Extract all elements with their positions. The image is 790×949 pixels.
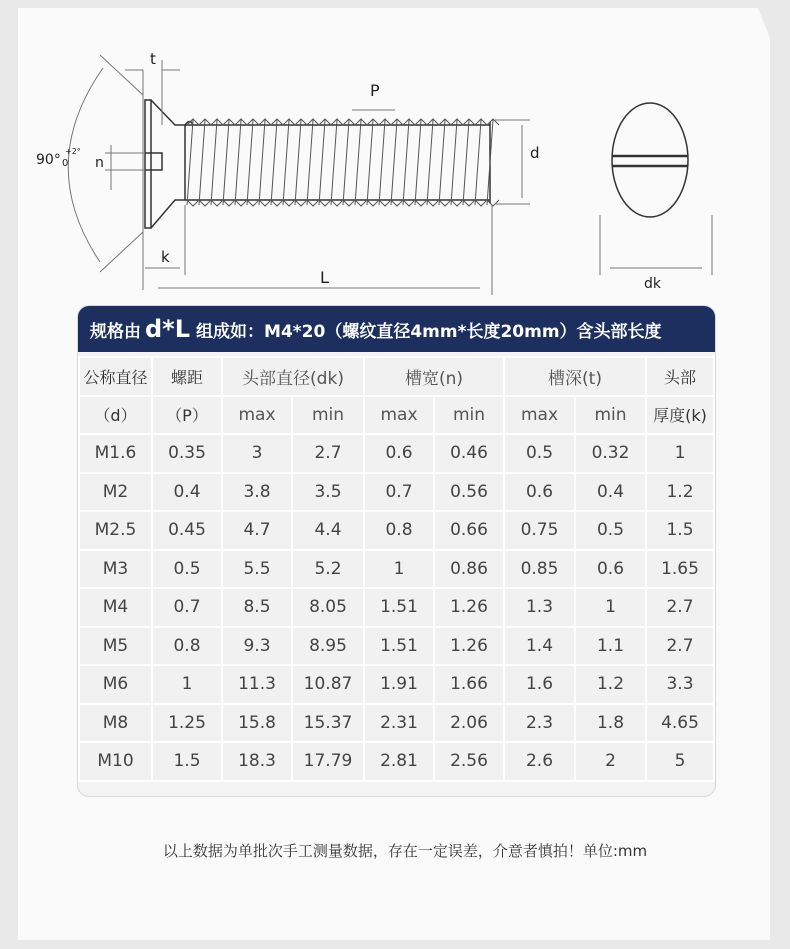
thread-line <box>247 120 253 205</box>
table-cell: 0.7 <box>364 473 434 512</box>
table-cell: M6 <box>79 665 152 704</box>
header-row-1 <box>79 357 714 396</box>
header-head-height: 头部 <box>646 357 714 396</box>
table-cell: 0.85 <box>504 550 575 589</box>
thread-line <box>235 120 241 205</box>
table-row <box>79 665 714 704</box>
table-cell: 15.37 <box>292 704 364 743</box>
thread-line <box>475 120 481 205</box>
table-cell: 1.1 <box>575 627 646 666</box>
table-row <box>79 434 714 473</box>
table-cell: 0.4 <box>575 473 646 512</box>
table-cell: 0.45 <box>152 511 222 550</box>
table-cell: 1.5 <box>152 742 222 781</box>
table-cell: 1.25 <box>152 704 222 743</box>
label-angle-tol: +2° <box>65 147 81 156</box>
table-cell: 3.5 <box>292 473 364 512</box>
table-cell: 8.5 <box>222 588 292 627</box>
header-nominal: 公称直径 <box>79 357 152 396</box>
header-pitch-sym: （P） <box>152 396 222 435</box>
table-cell: 0.6 <box>504 473 575 512</box>
table-cell: 2 <box>575 742 646 781</box>
table-cell: 1.2 <box>575 665 646 704</box>
table-cell: 3.8 <box>222 473 292 512</box>
table-cell: 2.31 <box>364 704 434 743</box>
table-cell: 5 <box>646 742 714 781</box>
thread-line <box>295 120 301 205</box>
spec-grid <box>78 356 715 782</box>
thread-line <box>415 120 421 205</box>
table-cell: 1.5 <box>646 511 714 550</box>
label-t: t <box>150 50 156 68</box>
table-cell: 2.3 <box>504 704 575 743</box>
header-head-dia: 头部直径(dk) <box>222 357 364 396</box>
table-row <box>79 588 714 627</box>
thread-line <box>427 120 433 205</box>
header-min: min <box>292 396 364 435</box>
table-cell: M2.5 <box>79 511 152 550</box>
table-cell: 1.66 <box>434 665 504 704</box>
table-cell: 2.7 <box>292 434 364 473</box>
table-row <box>79 511 714 550</box>
table-row <box>79 742 714 781</box>
table-cell: 1.26 <box>434 588 504 627</box>
table-cell: 1.2 <box>646 473 714 512</box>
table-cell: 0.6 <box>364 434 434 473</box>
table-cell: 4.4 <box>292 511 364 550</box>
header-nominal-sym: （d） <box>79 396 152 435</box>
thread-line <box>331 120 337 205</box>
label-l: L <box>320 268 329 287</box>
table-cell: M10 <box>79 742 152 781</box>
table-cell: 2.81 <box>364 742 434 781</box>
header-pitch: 螺距 <box>152 357 222 396</box>
screw-diagram <box>0 30 790 300</box>
thread-line <box>343 120 349 205</box>
table-cell: 0.46 <box>434 434 504 473</box>
header-max: max <box>364 396 434 435</box>
thread-line <box>451 120 457 205</box>
table-cell: M2 <box>79 473 152 512</box>
table-row <box>79 550 714 589</box>
table-cell: 0.5 <box>504 434 575 473</box>
table-cell: 1.91 <box>364 665 434 704</box>
table-cell: 2.6 <box>504 742 575 781</box>
table-title <box>78 306 715 352</box>
table-cell: 17.79 <box>292 742 364 781</box>
table-cell: 2.7 <box>646 588 714 627</box>
table-cell: 3.3 <box>646 665 714 704</box>
table-cell: 1.65 <box>646 550 714 589</box>
table-cell: 0.86 <box>434 550 504 589</box>
table-cell: 1 <box>646 434 714 473</box>
header-head-height-2: 厚度(k) <box>646 396 714 435</box>
table-cell: 2.56 <box>434 742 504 781</box>
thread-line <box>283 120 289 205</box>
table-cell: 5.2 <box>292 550 364 589</box>
table-cell: 1.26 <box>434 627 504 666</box>
table-cell: 0.4 <box>152 473 222 512</box>
header-slot-width: 槽宽(n) <box>364 357 504 396</box>
thread-line <box>439 120 445 205</box>
header-row-2 <box>79 396 714 435</box>
header-slot-depth: 槽深(t) <box>504 357 646 396</box>
thread-line <box>211 120 217 205</box>
table-cell: M1.6 <box>79 434 152 473</box>
title-formula: d*L <box>145 315 191 343</box>
table-cell: 3 <box>222 434 292 473</box>
table-cell: 0.35 <box>152 434 222 473</box>
table-cell: 0.5 <box>575 511 646 550</box>
thread-line <box>319 120 325 205</box>
thread-line <box>367 120 373 205</box>
table-cell: 1.3 <box>504 588 575 627</box>
table-cell: 2.7 <box>646 627 714 666</box>
thread-line <box>403 120 409 205</box>
table-cell: 5.5 <box>222 550 292 589</box>
table-cell: 0.5 <box>152 550 222 589</box>
table-cell: 0.56 <box>434 473 504 512</box>
label-angle: 90° <box>36 152 61 168</box>
table-cell: M5 <box>79 627 152 666</box>
label-angle-zero: 0 <box>62 158 69 169</box>
thread-line <box>223 120 229 205</box>
title-suffix: 组成如：M4*20（螺纹直径4mm*长度20mm）含头部长度 <box>196 321 662 342</box>
label-p: P <box>370 81 380 100</box>
label-n: n <box>95 155 104 171</box>
table-cell: 1.6 <box>504 665 575 704</box>
thread-line <box>355 120 361 205</box>
table-cell: M4 <box>79 588 152 627</box>
thread-line <box>379 120 385 205</box>
table-cell: 0.7 <box>152 588 222 627</box>
thread-line <box>391 120 397 205</box>
table-cell: 11.3 <box>222 665 292 704</box>
title-prefix: 规格由 <box>90 321 141 342</box>
table-cell: 0.32 <box>575 434 646 473</box>
table-cell: 0.6 <box>575 550 646 589</box>
table-cell: 9.3 <box>222 627 292 666</box>
table-cell: 0.75 <box>504 511 575 550</box>
header-max: max <box>222 396 292 435</box>
thread-line <box>199 120 205 205</box>
thread-line <box>307 120 313 205</box>
table-cell: 1 <box>152 665 222 704</box>
table-cell: 8.05 <box>292 588 364 627</box>
thread-line <box>271 120 277 205</box>
table-cell: 0.8 <box>364 511 434 550</box>
table-row <box>79 627 714 666</box>
table-cell: 1.51 <box>364 627 434 666</box>
table-row <box>79 473 714 512</box>
thread-line <box>187 120 193 205</box>
header-min: min <box>575 396 646 435</box>
label-k: k <box>161 248 170 266</box>
table-cell: 0.8 <box>152 627 222 666</box>
table-cell: 0.66 <box>434 511 504 550</box>
table-cell: 2.06 <box>434 704 504 743</box>
table-cell: 8.95 <box>292 627 364 666</box>
table-row <box>79 704 714 743</box>
table-cell: 1.4 <box>504 627 575 666</box>
table-cell: 1 <box>575 588 646 627</box>
thread-line <box>463 120 469 205</box>
label-dk: dk <box>644 276 661 292</box>
table-cell: 1.8 <box>575 704 646 743</box>
table-cell: M8 <box>79 704 152 743</box>
spec-table <box>77 305 716 797</box>
table-cell: 15.8 <box>222 704 292 743</box>
header-max: max <box>504 396 575 435</box>
table-cell: 4.7 <box>222 511 292 550</box>
table-cell: M3 <box>79 550 152 589</box>
table-cell: 1 <box>364 550 434 589</box>
table-cell: 10.87 <box>292 665 364 704</box>
thread-line <box>259 120 265 205</box>
label-d: d <box>530 144 540 162</box>
table-cell: 4.65 <box>646 704 714 743</box>
header-min: min <box>434 396 504 435</box>
table-cell: 1.51 <box>364 588 434 627</box>
table-cell: 18.3 <box>222 742 292 781</box>
measurement-note: 以上数据为单批次手工测量数据，存在一定误差，介意者慎拍！单位:mm <box>162 842 648 860</box>
